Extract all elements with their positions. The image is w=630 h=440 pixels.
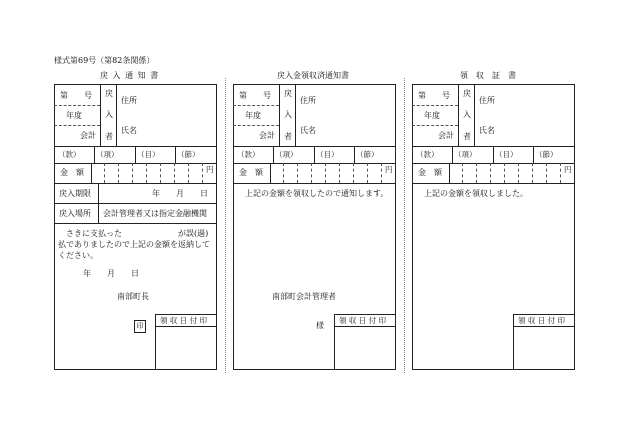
setsu-label: （節） xyxy=(177,150,200,159)
fiscal-year-label: 年度 xyxy=(66,111,82,120)
setsu-label: （節） xyxy=(535,150,558,159)
number-label: 第 号 xyxy=(60,91,92,100)
place-value: 会計管理者又は指定金融機関 xyxy=(103,209,207,218)
amount-label: 金 額 xyxy=(418,168,442,177)
kou-label: （項） xyxy=(275,150,298,159)
moku-label: （目） xyxy=(137,150,160,159)
panel-title: 戻入金領収済通知書 xyxy=(277,71,349,80)
cut-line xyxy=(404,78,405,373)
deadline-value: 年 月 日 xyxy=(152,189,208,198)
payer-label-3: 者 xyxy=(284,132,292,141)
name-label: 氏名 xyxy=(121,126,137,135)
amount-label: 金 額 xyxy=(60,168,84,177)
yen-unit: 円 xyxy=(206,165,214,174)
address-label: 住所 xyxy=(300,96,316,105)
name-label: 氏名 xyxy=(300,126,316,135)
receipt-stamp-label: 領 収 日 付 印 xyxy=(339,316,387,325)
account-label: 会計 xyxy=(80,131,96,140)
kou-label: （項） xyxy=(96,150,119,159)
issue-date: 年 月 日 xyxy=(83,269,139,278)
yen-unit: 円 xyxy=(385,165,393,174)
address-label: 住所 xyxy=(479,96,495,105)
payer-label-2: 入 xyxy=(463,110,471,119)
panel-title: 領 収 証 書 xyxy=(460,71,516,80)
moku-label: （目） xyxy=(495,150,518,159)
cut-line xyxy=(225,78,226,373)
payer-label-1: 戻 xyxy=(284,89,292,98)
form-number: 様式第69号（第82条関係） xyxy=(54,56,155,65)
kou-label: （項） xyxy=(454,150,477,159)
number-label: 第 号 xyxy=(418,91,450,100)
issuer-name: 南部町長 xyxy=(117,292,149,301)
payer-label-1: 戻 xyxy=(463,89,471,98)
payer-label-3: 者 xyxy=(105,132,113,141)
payer-label-1: 戻 xyxy=(105,89,113,98)
fiscal-year-label: 年度 xyxy=(424,111,440,120)
deadline-label: 戻入期限 xyxy=(59,189,91,198)
account-label: 会計 xyxy=(259,131,275,140)
address-label: 住所 xyxy=(121,96,137,105)
panel-title: 戻 入 通 知 書 xyxy=(100,71,160,80)
payer-label-2: 入 xyxy=(284,110,292,119)
account-label: 会計 xyxy=(438,131,454,140)
seal-mark: 印 xyxy=(134,320,146,333)
receipt-stamp-label: 領 収 日 付 印 xyxy=(160,316,208,325)
payer-label-3: 者 xyxy=(463,132,471,141)
number-label: 第 号 xyxy=(239,91,271,100)
receipt-message: 上記の金額を領収しました。 xyxy=(424,189,528,198)
recipient-name: 南部町会計管理者 xyxy=(272,292,336,301)
received-message: 上記の金額を領収したので通知します。 xyxy=(245,189,389,198)
setsu-label: （節） xyxy=(356,150,379,159)
kan-label: （款） xyxy=(416,150,439,159)
kan-label: （款） xyxy=(58,150,81,159)
amount-label: 金 額 xyxy=(239,168,263,177)
moku-label: （目） xyxy=(316,150,339,159)
place-label: 戻入場所 xyxy=(59,209,91,218)
fiscal-year-label: 年度 xyxy=(245,111,261,120)
honorific: 様 xyxy=(316,321,324,330)
receipt-stamp-label: 領 収 日 付 印 xyxy=(518,316,566,325)
name-label: 氏名 xyxy=(479,126,495,135)
kan-label: （款） xyxy=(237,150,260,159)
refund-message: さきに支払った が誤(過)払でありましたので上記の金額を返納してください。 xyxy=(58,229,210,260)
yen-unit: 円 xyxy=(564,165,572,174)
payer-label-2: 入 xyxy=(105,110,113,119)
